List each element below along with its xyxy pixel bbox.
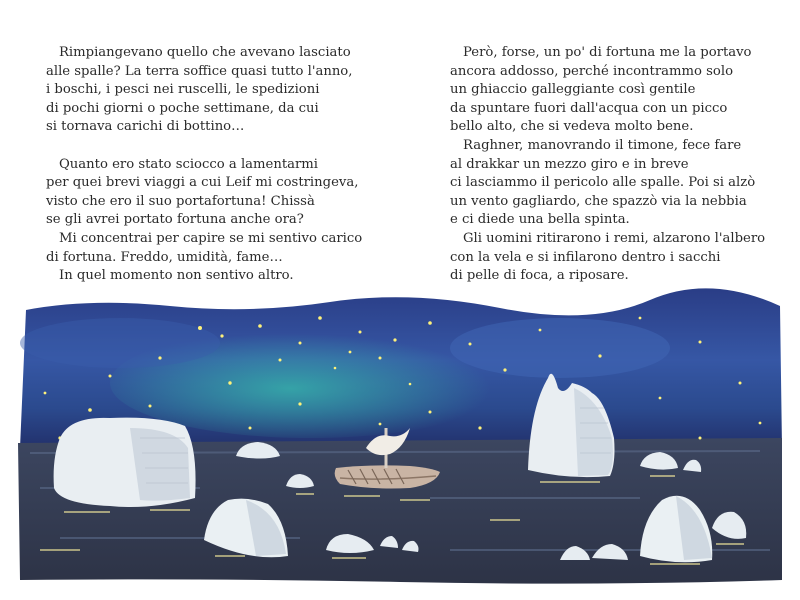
text-line: un vento gagliardo, che spazzò via la nebbia xyxy=(450,193,747,209)
text-line: e ci diede una bella spinta. xyxy=(450,212,630,228)
text-line: In quel momento non sentivo altro. xyxy=(59,268,294,284)
text-line: da spuntare fuori dall'acqua con un picco xyxy=(450,100,728,116)
night-sea-illustration xyxy=(0,288,800,600)
paragraph-gap xyxy=(46,137,366,156)
text-line: bello alto, che si vedeva molto bene. xyxy=(450,119,694,135)
text-line: ancora addosso, perché incontrammo solo xyxy=(450,63,734,79)
text-line: Raghner, manovrando il timone, fece fare xyxy=(463,137,742,153)
text-line: visto che ero il suo portafortuna! Chissà xyxy=(46,193,315,209)
text-line: ci lasciammo il pericolo alle spalle. Poi si alzò xyxy=(450,175,756,191)
right-text-column xyxy=(450,44,770,286)
text-line: se gli avrei portato fortuna anche ora? xyxy=(46,212,304,228)
text-line: i boschi, i pesci nei ruscelli, le spedizioni xyxy=(46,82,320,98)
iceberg-large-left xyxy=(54,418,196,507)
text-line: si tornava carichi di bottino… xyxy=(46,119,245,135)
left-text-column xyxy=(46,44,366,286)
text-line: di fortuna. Freddo, umidità, fame… xyxy=(46,249,283,265)
text-line: Rimpiangevano quello che avevano lasciato xyxy=(59,45,351,60)
text-line: di pelle di foca, a riposare. xyxy=(450,268,629,284)
text-line: Quanto ero stato sciocco a lamentarmi xyxy=(59,156,319,172)
text-line: un ghiaccio galleggiante così gentile xyxy=(450,82,696,98)
text-line: Però, forse, un po' di fortuna me la portavo xyxy=(463,45,752,60)
text-line: per quei brevi viaggi a cui Leif mi costringeva, xyxy=(46,175,359,191)
text-line: al drakkar un mezzo giro e in breve xyxy=(450,156,689,172)
text-line: con la vela e si infilarono dentro i sacchi xyxy=(450,249,721,265)
text-line: Gli uomini ritirarono i remi, alzarono l'albero xyxy=(463,230,766,246)
text-line: di pochi giorni o poche settimane, da cui xyxy=(46,100,319,116)
text-line: alle spalle? La terra soffice quasi tutto l'anno, xyxy=(46,63,353,79)
text-line: Mi concentrai per capire se mi sentivo carico xyxy=(59,230,363,246)
